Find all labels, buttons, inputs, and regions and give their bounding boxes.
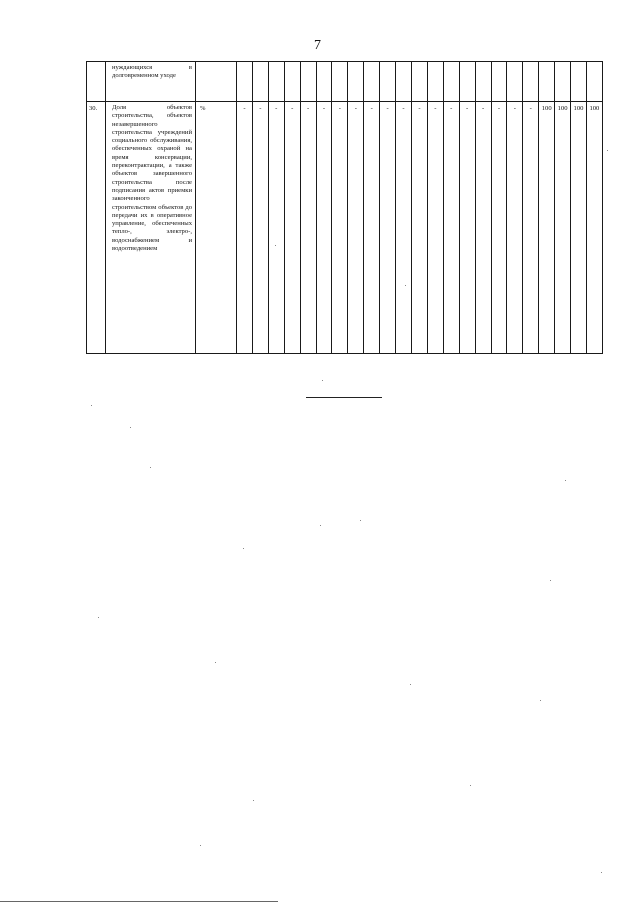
value-cell [571,62,587,102]
scan-speck [243,548,244,549]
indicator-name-cell: Доля объектов строительства, объектов незавершенного строительства учреждений социального обслуживания, обеспеченных охраной на время консервации, переконтрактации, а также объектов завершенного строительства после подписания актов приемки законченного строительством объектов до передачи их в оперативное управление, обеспеченных тепло-, электро-, водоснабжением и водоотведением [106,102,196,354]
scan-speck [470,785,471,786]
value-cell: - [443,102,459,354]
scan-speck [275,245,276,246]
scan-speck [130,427,131,428]
value-cell [459,62,475,102]
value-cell: - [316,102,332,354]
end-rule-line [306,397,382,398]
value-cell [555,62,571,102]
value-cell: - [380,102,396,354]
indicator-table [86,61,603,354]
scan-speck [253,800,254,801]
value-cell [268,62,284,102]
value-cell: - [396,102,412,354]
value-cell: - [475,102,491,354]
table-row [87,62,603,102]
value-cell [316,62,332,102]
value-cell: - [427,102,443,354]
value-cell [284,62,300,102]
value-cell [364,62,380,102]
value-cell: 100 [586,102,602,354]
value-cell [586,62,602,102]
value-cell [539,62,555,102]
scan-edge-line [0,901,278,902]
scan-speck [550,580,551,581]
value-cell: 100 [555,102,571,354]
value-cell: - [523,102,539,354]
scan-speck [215,662,216,663]
value-cell [300,62,316,102]
value-cell: - [491,102,507,354]
scan-speck [410,684,411,685]
value-cell [252,62,268,102]
scan-speck [98,617,99,618]
value-cell [491,62,507,102]
scan-speck [322,380,323,381]
scan-speck [405,285,406,286]
value-cell [237,62,253,102]
table-row [87,102,603,354]
value-cell: 100 [539,102,555,354]
indicator-name-cell: нуждающихся в долговременном уходе [106,62,196,102]
page-number: 7 [314,38,321,53]
value-cell [380,62,396,102]
scan-speck [200,845,201,846]
value-cell: - [348,102,364,354]
value-cell: - [268,102,284,354]
scan-speck [565,480,566,481]
value-cell [443,62,459,102]
value-cell [427,62,443,102]
unit-cell [196,62,237,102]
value-cell: - [300,102,316,354]
value-cell: - [364,102,380,354]
value-cell: - [507,102,523,354]
row-number-cell [87,62,106,102]
value-cell: - [332,102,348,354]
row-number-cell: 30. [87,102,106,354]
scan-speck [540,700,541,701]
scan-speck [607,150,608,151]
unit-cell: % [196,102,237,354]
value-cell: - [237,102,253,354]
scan-speck [360,520,361,521]
value-cell [396,62,412,102]
scan-speck [601,872,602,873]
scan-speck [91,405,92,406]
value-cell [475,62,491,102]
value-cell: - [284,102,300,354]
value-cell: - [252,102,268,354]
value-cell [523,62,539,102]
value-cell: - [411,102,427,354]
value-cell [507,62,523,102]
value-cell: - [459,102,475,354]
scan-speck [320,525,321,526]
scan-speck [150,467,151,468]
value-cell [332,62,348,102]
value-cell: 100 [571,102,587,354]
value-cell [348,62,364,102]
value-cell [411,62,427,102]
